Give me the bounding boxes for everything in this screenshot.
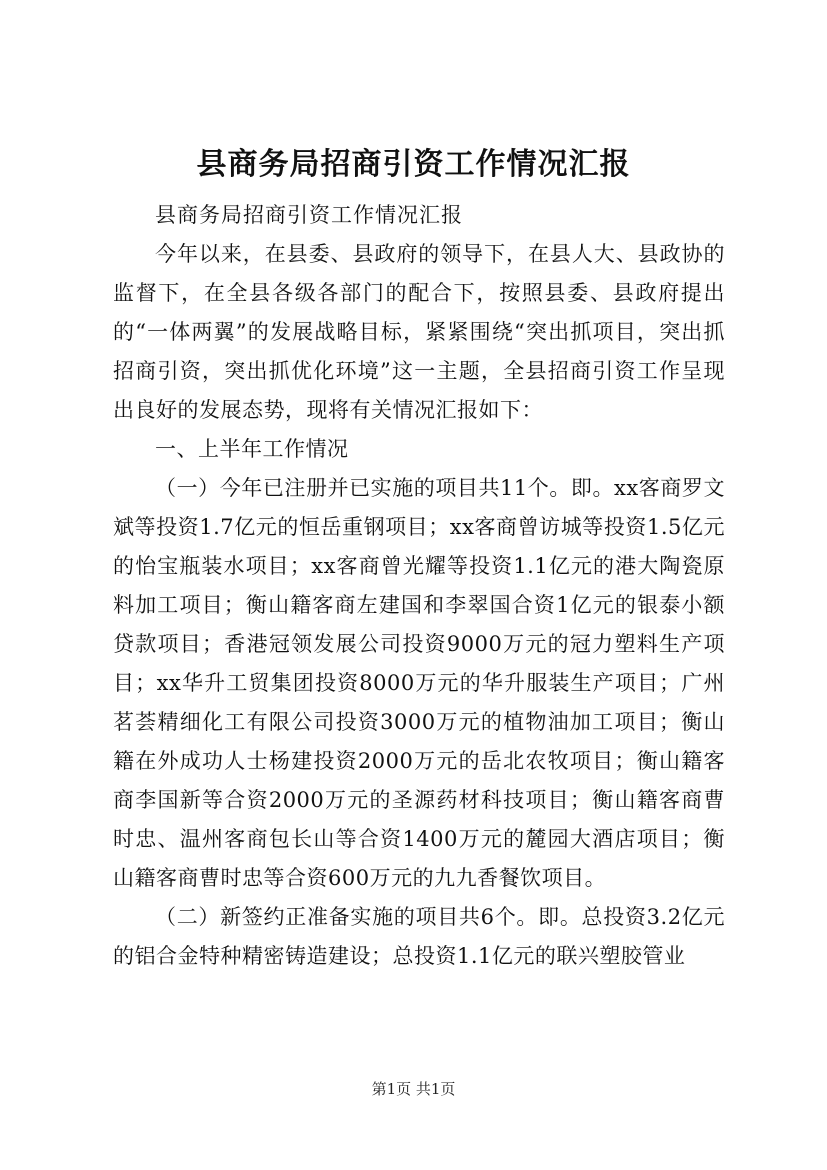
section-heading: 一、上半年工作情况 <box>155 437 349 461</box>
document-title: 县商务局招商引资工作情况汇报 <box>196 147 631 182</box>
document-subtitle: 县商务局招商引资工作情况汇报 <box>155 203 463 227</box>
page-footer: 第1页 共1页 <box>371 1080 456 1098</box>
registered-projects-paragraph: （一）今年已注册并已实施的项目共11个。即。xx客商罗文斌等投资1.7亿元的恒岳重钢项目；xx客商曾访城等投资1.5亿元的怡宝瓶装水项目；xx客商曾光耀等投资1.1亿元的港大陶瓷原料加工项目；衡山籍客商左建国和李翠国合资1亿元的银泰小额贷款项目；香港冠领发展公司投资9000万元的冠力塑料生产项目；xx华升工贸集团投资8000万元的华升服装生产项目；广州茗荟精细化工有限公司投资3000万元的植物油加工项目；衡山籍在外成功人士杨建投资2000万元的岳北农牧项目；衡山籍客商李国新等合资2000万元的圣源药材科技项目；衡山籍客商曹时忠、温州客商包长山等合资1400万元的麓园大酒店项目；衡山籍客商曹时忠等合资600万元的九九香餐饮项目。 <box>113 476 725 890</box>
signed-projects-paragraph: （二）新签约正准备实施的项目共6个。即。总投资3.2亿元的铝合金特种精密铸造建设；总投资1.1亿元的联兴塑胶管业 <box>113 905 725 968</box>
document-body <box>113 196 725 976</box>
intro-paragraph: 今年以来，在县委、县政府的领导下，在县人大、县政协的监督下，在全县各级各部门的配合下，按照县委、县政府提出的“一体两翼”的发展战略目标，紧紧围绕“突出抓项目，突出抓招商引资，突出抓优化环境”这一主题，全县招商引资工作呈现出良好的发展态势，现将有关情况汇报如下： <box>113 242 725 422</box>
